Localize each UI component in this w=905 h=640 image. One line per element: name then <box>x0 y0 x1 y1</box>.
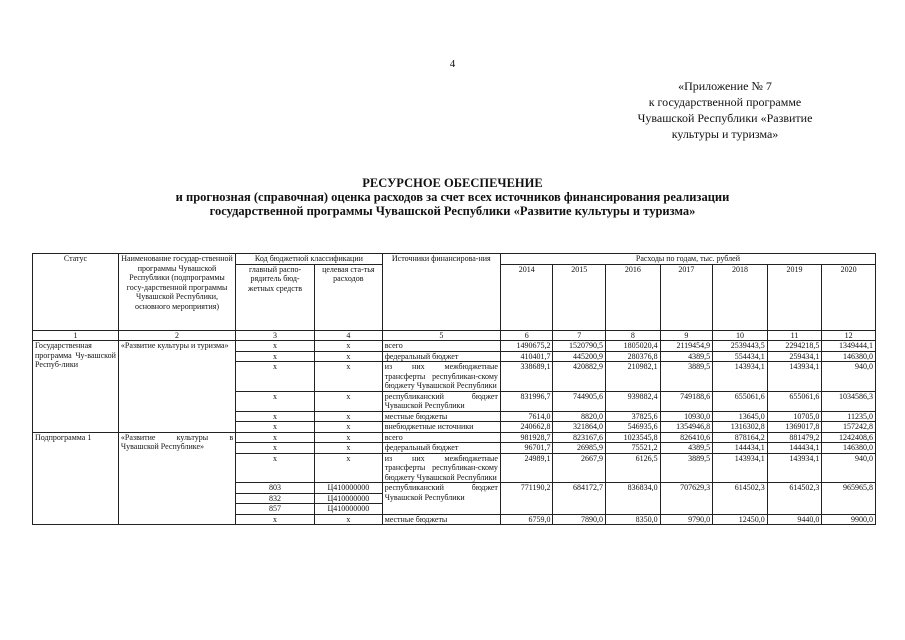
value-cell: 1023545,8 <box>606 432 661 443</box>
code-cell: 832 <box>236 493 315 504</box>
value-cell: 143934,1 <box>713 453 768 483</box>
code-cell: х <box>236 432 315 443</box>
appendix-note <box>560 78 890 142</box>
source-cell: республиканский бюджет Чувашской Республики <box>382 391 500 411</box>
value-cell: 771190,2 <box>500 483 553 515</box>
title-line: РЕСУРСНОЕ ОБЕСПЕЧЕНИЕ <box>362 176 543 190</box>
code-cell: х <box>236 422 315 433</box>
title-line: и прогнозная (справочная) оценка расходов за счет всех источников финансирования реализации <box>175 190 730 204</box>
value-cell: 836834,0 <box>606 483 661 515</box>
value-cell: 37825,6 <box>606 411 661 422</box>
value-cell: 744905,6 <box>553 391 606 411</box>
value-cell: 655061,6 <box>713 391 768 411</box>
value-cell: 321864,0 <box>553 422 606 433</box>
source-cell: всего <box>382 341 500 352</box>
value-cell: 1242408,6 <box>822 432 876 443</box>
value-cell: 1354946,8 <box>660 422 713 433</box>
header-year: 2020 <box>822 264 876 330</box>
article-cell: х <box>314 453 382 483</box>
source-cell: местные бюджеты <box>382 514 500 525</box>
value-cell: 259434,1 <box>767 351 822 362</box>
source-cell: местные бюджеты <box>382 411 500 422</box>
value-cell: 4389,5 <box>660 443 713 454</box>
value-cell: 6126,5 <box>606 453 661 483</box>
code-cell: 803 <box>236 483 315 494</box>
value-cell: 1490675,2 <box>500 341 553 352</box>
article-cell: х <box>314 432 382 443</box>
source-cell: федеральный бюджет <box>382 443 500 454</box>
value-cell: 878164,2 <box>713 432 768 443</box>
appendix-line: Чувашской Республики «Развитие <box>637 111 813 125</box>
article-cell: х <box>314 351 382 362</box>
header-budget-code: Код бюджетной классификации <box>236 254 383 265</box>
value-cell: 75521,2 <box>606 443 661 454</box>
value-cell: 9790,0 <box>660 514 713 525</box>
value-cell: 24989,1 <box>500 453 553 483</box>
value-cell: 939882,4 <box>606 391 661 411</box>
value-cell: 338689,1 <box>500 362 553 392</box>
value-cell: 4389,5 <box>660 351 713 362</box>
source-cell: федеральный бюджет <box>382 351 500 362</box>
value-cell: 143934,1 <box>713 362 768 392</box>
value-cell: 143934,1 <box>767 362 822 392</box>
value-cell: 823167,6 <box>553 432 606 443</box>
value-cell: 2667,9 <box>553 453 606 483</box>
value-cell: 1349444,1 <box>822 341 876 352</box>
value-cell: 940,0 <box>822 453 876 483</box>
article-cell: Ц410000000 <box>314 504 382 515</box>
column-number: 3 <box>236 330 315 341</box>
source-cell: республиканский бюджет Чувашской Республики <box>382 483 500 515</box>
code-cell: 857 <box>236 504 315 515</box>
value-cell: 614502,3 <box>767 483 822 515</box>
column-number: 2 <box>118 330 235 341</box>
value-cell: 9900,0 <box>822 514 876 525</box>
appendix-line: «Приложение № 7 <box>678 79 772 93</box>
header-main-manager: главный распо-рядитель бюд-жетных средств <box>236 264 315 330</box>
value-cell: 1034586,3 <box>822 391 876 411</box>
column-number: 8 <box>606 330 661 341</box>
value-cell: 10705,0 <box>767 411 822 422</box>
value-cell: 10930,0 <box>660 411 713 422</box>
value-cell: 1369017,8 <box>767 422 822 433</box>
value-cell: 1520790,5 <box>553 341 606 352</box>
code-cell: х <box>236 443 315 454</box>
column-number: 7 <box>553 330 606 341</box>
code-cell: х <box>236 514 315 525</box>
value-cell: 831996,7 <box>500 391 553 411</box>
source-cell: из них межбюджетные трансферты республикан-скому бюджету Чувашской Республики <box>382 362 500 392</box>
source-cell: из них межбюджетные трансферты республикан-скому бюджету Чувашской Республики <box>382 453 500 483</box>
value-cell: 9440,0 <box>767 514 822 525</box>
header-year: 2017 <box>660 264 713 330</box>
value-cell: 96701,7 <box>500 443 553 454</box>
value-cell: 614502,3 <box>713 483 768 515</box>
column-number-row <box>33 330 876 341</box>
value-cell: 881479,2 <box>767 432 822 443</box>
program-name-cell: «Развитие культуры в Чувашской Республике» <box>118 432 235 525</box>
value-cell: 655061,6 <box>767 391 822 411</box>
article-cell: Ц410000000 <box>314 483 382 494</box>
column-number: 5 <box>382 330 500 341</box>
value-cell: 7614,0 <box>500 411 553 422</box>
value-cell: 2294218,5 <box>767 341 822 352</box>
value-cell: 826410,6 <box>660 432 713 443</box>
value-cell: 11235,0 <box>822 411 876 422</box>
code-cell: х <box>236 453 315 483</box>
table-row <box>33 432 876 443</box>
code-cell: х <box>236 411 315 422</box>
value-cell: 684172,7 <box>553 483 606 515</box>
table-row <box>33 341 876 352</box>
value-cell: 7890,0 <box>553 514 606 525</box>
source-cell: всего <box>382 432 500 443</box>
article-cell: х <box>314 411 382 422</box>
article-cell: х <box>314 422 382 433</box>
value-cell: 940,0 <box>822 362 876 392</box>
header-name: Наименование государ-ственной программы Чувашской Республики (подпрограммы госу-дарственной программы Чувашской Республики, основного мероприятия) <box>118 254 235 331</box>
status-cell: Государственная программа Чу-вашской Респуб-лики <box>33 341 119 433</box>
header-expenses: Расходы по годам, тыс. рублей <box>500 254 875 265</box>
value-cell: 144434,1 <box>767 443 822 454</box>
value-cell: 3889,5 <box>660 453 713 483</box>
value-cell: 12450,0 <box>713 514 768 525</box>
article-cell: х <box>314 341 382 352</box>
value-cell: 13645,0 <box>713 411 768 422</box>
value-cell: 410401,7 <box>500 351 553 362</box>
value-cell: 546935,6 <box>606 422 661 433</box>
article-cell: х <box>314 443 382 454</box>
header-target-article: целевая ста-тья расходов <box>314 264 382 330</box>
value-cell: 26985,9 <box>553 443 606 454</box>
value-cell: 8350,0 <box>606 514 661 525</box>
appendix-line: к государственной программе <box>648 95 802 109</box>
value-cell: 2539443,5 <box>713 341 768 352</box>
value-cell: 240662,8 <box>500 422 553 433</box>
value-cell: 280376,8 <box>606 351 661 362</box>
value-cell: 1316302,8 <box>713 422 768 433</box>
code-cell: х <box>236 362 315 392</box>
code-cell: х <box>236 341 315 352</box>
value-cell: 6759,0 <box>500 514 553 525</box>
header-year: 2015 <box>553 264 606 330</box>
document-title <box>0 176 905 218</box>
value-cell: 143934,1 <box>767 453 822 483</box>
column-number: 4 <box>314 330 382 341</box>
column-number: 12 <box>822 330 876 341</box>
value-cell: 2119454,9 <box>660 341 713 352</box>
value-cell: 146380,0 <box>822 351 876 362</box>
value-cell: 420882,9 <box>553 362 606 392</box>
source-cell: внебюджетные источники <box>382 422 500 433</box>
title-line: государственной программы Чувашской Республики «Развитие культуры и туризма» <box>209 204 696 218</box>
column-number: 10 <box>713 330 768 341</box>
column-number: 9 <box>660 330 713 341</box>
appendix-line: культуры и туризма» <box>671 127 779 141</box>
value-cell: 1805020,4 <box>606 341 661 352</box>
header-year: 2018 <box>713 264 768 330</box>
status-cell: Подпрограмма 1 <box>33 432 119 525</box>
header-status: Статус <box>33 254 119 331</box>
value-cell: 749188,6 <box>660 391 713 411</box>
program-name-cell: «Развитие культуры и туризма» <box>118 341 235 433</box>
column-number: 11 <box>767 330 822 341</box>
header-year: 2014 <box>500 264 553 330</box>
value-cell: 144434,1 <box>713 443 768 454</box>
column-number: 6 <box>500 330 553 341</box>
article-cell: х <box>314 391 382 411</box>
value-cell: 554434,1 <box>713 351 768 362</box>
value-cell: 981928,7 <box>500 432 553 443</box>
column-number: 1 <box>33 330 119 341</box>
article-cell: Ц410000000 <box>314 493 382 504</box>
header-sources: Источники финансирова-ния <box>382 254 500 331</box>
value-cell: 157242,8 <box>822 422 876 433</box>
value-cell: 146380,0 <box>822 443 876 454</box>
header-year: 2019 <box>767 264 822 330</box>
value-cell: 445200,9 <box>553 351 606 362</box>
value-cell: 965965,8 <box>822 483 876 515</box>
code-cell: х <box>236 351 315 362</box>
code-cell: х <box>236 391 315 411</box>
value-cell: 3889,5 <box>660 362 713 392</box>
value-cell: 707629,3 <box>660 483 713 515</box>
page-number: 4 <box>449 58 456 70</box>
header-year: 2016 <box>606 264 661 330</box>
value-cell: 8820,0 <box>553 411 606 422</box>
article-cell: х <box>314 362 382 392</box>
article-cell: х <box>314 514 382 525</box>
value-cell: 210982,1 <box>606 362 661 392</box>
resource-table <box>32 253 876 525</box>
